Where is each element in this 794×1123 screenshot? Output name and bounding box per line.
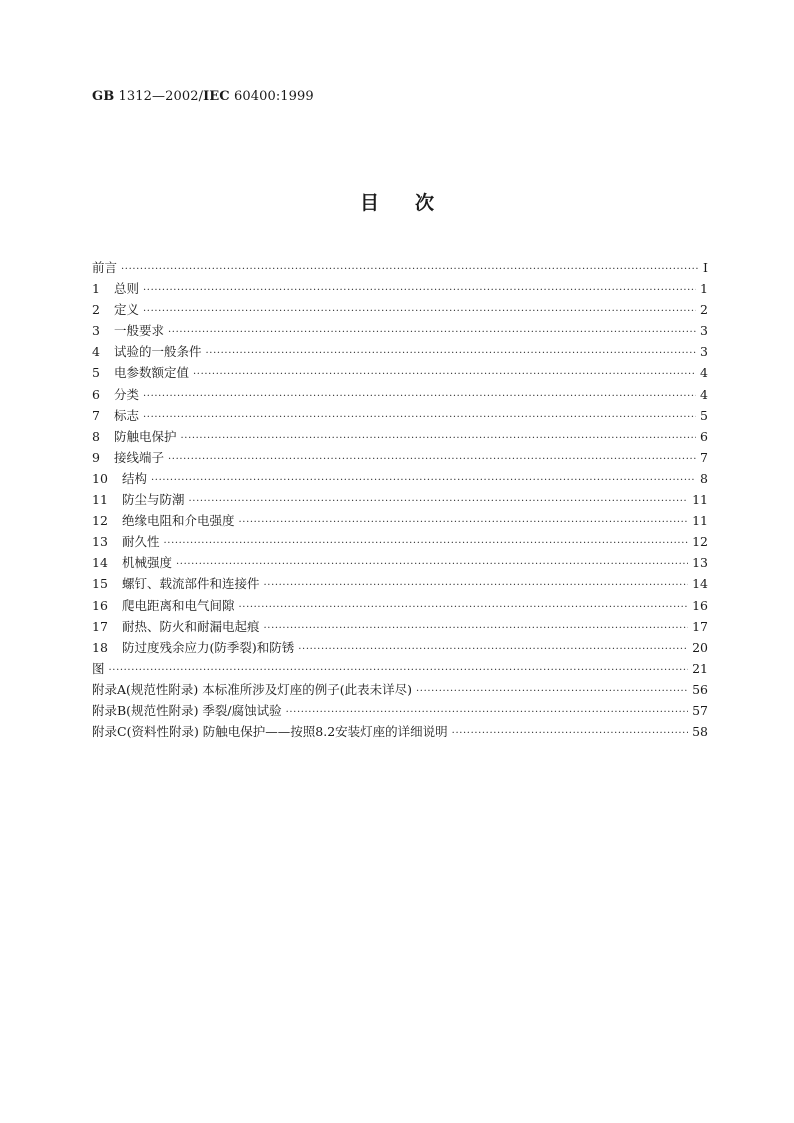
toc-entry[interactable] (92, 257, 708, 278)
toc-dot-leader (176, 554, 688, 575)
toc-entry-number: 12 (92, 513, 108, 529)
toc-entry-page: 57 (692, 702, 708, 718)
toc-entry-number: 7 (92, 407, 100, 423)
toc-entry-number: 6 (92, 386, 100, 402)
toc-entry-title: 防过度残余应力(防季裂)和防锈 (122, 639, 295, 655)
toc-entry-page: 4 (700, 386, 708, 402)
toc-entry-page: 12 (692, 534, 708, 550)
toc-entry[interactable] (92, 341, 708, 362)
toc-entry-title: 螺钉、载流部件和连接件 (122, 576, 260, 592)
toc-entry-page: 3 (700, 323, 708, 339)
toc-entry[interactable] (92, 616, 708, 637)
toc-entry-page: 11 (692, 492, 708, 508)
toc-entry-number: 8 (92, 428, 100, 444)
toc-entry-page: 20 (692, 639, 708, 655)
toc-dot-leader (109, 660, 689, 681)
toc-entry[interactable] (92, 299, 708, 320)
toc-entry[interactable] (92, 489, 708, 510)
toc-dot-leader (189, 491, 689, 512)
toc-entry-title: 附录B(规范性附录) 季裂/腐蚀试验 (92, 702, 282, 718)
toc-dot-leader (168, 322, 696, 343)
toc-entry[interactable] (92, 278, 708, 299)
toc-entry-title: 分类 (114, 386, 140, 402)
toc-entry-title: 接线端子 (114, 449, 165, 465)
toc-entry[interactable] (92, 721, 708, 742)
toc-entry-title: 机械强度 (122, 555, 173, 571)
toc-entry-title: 总则 (114, 281, 140, 297)
toc-dot-leader (143, 280, 696, 301)
toc-entry[interactable] (92, 426, 708, 447)
toc-entry-page: 58 (692, 724, 708, 740)
toc-entry-number: 18 (92, 639, 108, 655)
header-code: 1312—2002/ (118, 89, 204, 104)
toc-entry-page: 6 (700, 428, 708, 444)
toc-entry[interactable] (92, 447, 708, 468)
toc-entry[interactable] (92, 510, 708, 531)
toc-dot-leader (264, 618, 689, 639)
toc-dot-leader (143, 407, 696, 428)
toc-dot-leader (286, 702, 688, 723)
toc-entry-number: 4 (92, 344, 100, 360)
toc-entry[interactable] (92, 320, 708, 341)
toc-entry[interactable] (92, 679, 708, 700)
toc-dot-leader (143, 301, 696, 322)
toc-dot-leader (143, 386, 696, 407)
toc-entry-number: 15 (92, 576, 108, 592)
toc-entry[interactable] (92, 700, 708, 721)
toc-entry-page: 13 (692, 555, 708, 571)
toc-entry-page: I (703, 260, 708, 275)
toc-entry[interactable] (92, 362, 708, 383)
toc-entry[interactable] (92, 384, 708, 405)
table-of-contents (92, 257, 708, 742)
toc-dot-leader (298, 639, 688, 660)
toc-entry[interactable] (92, 658, 708, 679)
toc-entry-number: 17 (92, 618, 108, 634)
toc-entry-title: 爬电距离和电气间隙 (122, 597, 235, 613)
toc-entry-number: 14 (92, 555, 108, 571)
toc-entry-page: 2 (700, 302, 708, 318)
toc-entry-number: 16 (92, 597, 108, 613)
toc-entry-title: 结构 (122, 470, 148, 486)
toc-entry-page: 56 (692, 681, 708, 697)
toc-entry[interactable] (92, 531, 708, 552)
toc-dot-leader (239, 597, 689, 618)
toc-entry-page: 14 (692, 576, 708, 592)
toc-entry[interactable] (92, 468, 708, 489)
toc-entry-title: 附录C(资料性附录) 防触电保护——按照8.2安装灯座的详细说明 (92, 724, 448, 740)
toc-entry-number: 13 (92, 534, 108, 550)
toc-entry-title: 一般要求 (114, 323, 165, 339)
toc-dot-leader (239, 512, 689, 533)
toc-entry-page: 21 (692, 660, 708, 676)
header-iec: IEC (203, 89, 230, 104)
toc-entry-page: 16 (692, 597, 708, 613)
toc-entry-title: 标志 (114, 407, 140, 423)
toc-entry-number: 9 (92, 449, 100, 465)
toc-dot-leader (151, 470, 696, 491)
toc-entry[interactable] (92, 573, 708, 594)
toc-entry-page: 5 (700, 407, 708, 423)
toc-entry[interactable] (92, 405, 708, 426)
toc-dot-leader (181, 428, 697, 449)
toc-entry-title: 图 (92, 660, 105, 676)
toc-entry[interactable] (92, 637, 708, 658)
toc-entry-page: 7 (700, 449, 708, 465)
toc-dot-leader (452, 723, 688, 744)
toc-dot-leader (164, 533, 689, 554)
toc-entry-page: 4 (700, 365, 708, 381)
toc-dot-leader (121, 259, 699, 280)
toc-dot-leader (206, 343, 697, 364)
toc-entry-number: 10 (92, 470, 108, 486)
toc-dot-leader (264, 575, 689, 596)
toc-entry-title: 前言 (92, 260, 118, 275)
toc-entry-title: 附录A(规范性附录) 本标准所涉及灯座的例子(此表未详尽) (92, 681, 413, 697)
toc-entry-title: 试验的一般条件 (114, 344, 202, 360)
header-gb: GB (92, 89, 115, 104)
toc-entry-title: 定义 (114, 302, 140, 318)
toc-entry-number: 2 (92, 302, 100, 318)
toc-entry-title: 耐热、防火和耐漏电起痕 (122, 618, 260, 634)
toc-entry-number: 3 (92, 323, 100, 339)
toc-dot-leader (193, 364, 696, 385)
header-iec-code: 60400:1999 (233, 89, 314, 104)
toc-entry-page: 3 (700, 344, 708, 360)
toc-entry-page: 1 (700, 281, 708, 297)
toc-entry-title: 绝缘电阻和介电强度 (122, 513, 235, 529)
toc-entry-title: 耐久性 (122, 534, 160, 550)
toc-entry-title: 防触电保护 (114, 428, 177, 444)
page-title: 目次 (359, 192, 470, 214)
toc-entry-title: 防尘与防潮 (122, 492, 185, 508)
toc-entry-page: 17 (692, 618, 708, 634)
toc-entry-title: 电参数额定值 (114, 365, 190, 381)
toc-entry-number: 11 (92, 492, 108, 508)
toc-dot-leader (168, 449, 696, 470)
toc-entry-page: 8 (700, 470, 708, 486)
document-header (92, 89, 314, 104)
toc-entry[interactable] (92, 595, 708, 616)
toc-entry-number: 5 (92, 365, 100, 381)
toc-entry-number: 1 (92, 281, 100, 297)
toc-entry-page: 11 (692, 513, 708, 529)
toc-entry[interactable] (92, 552, 708, 573)
toc-dot-leader (416, 681, 688, 702)
